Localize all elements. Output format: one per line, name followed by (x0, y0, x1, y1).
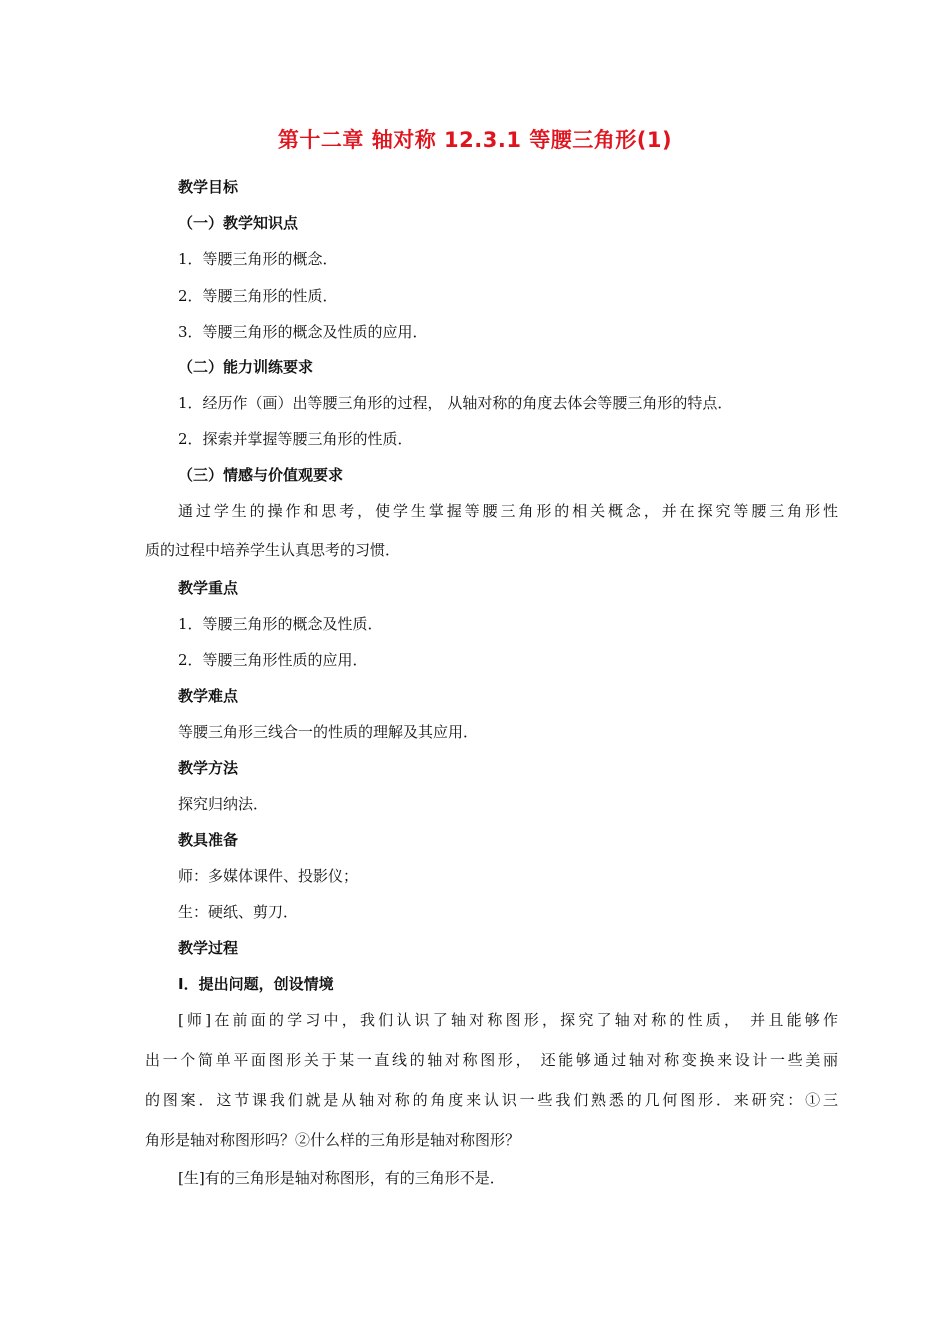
paragraph-line: 角形是轴对称图形吗？②什么样的三角形是轴对称图形？ (145, 1131, 521, 1149)
heading-teaching-method: 教学方法 (178, 759, 239, 777)
subheading-values-requirements: （三）情感与价值观要求 (178, 466, 344, 484)
subheading-section-1: Ⅰ．提出问题，创设情境 (178, 975, 334, 993)
list-item: 2．探索并掌握等腰三角形的性质． (178, 430, 413, 448)
paragraph-line: 等腰三角形三线合一的性质的理解及其应用． (178, 723, 479, 741)
paragraph-line: 通过学生的操作和思考，使学生掌握等腰三角形的相关概念，并在探究等腰三角形性 (178, 502, 838, 520)
heading-difficulties: 教学难点 (178, 687, 239, 705)
paragraph-line: 出一个简单平面图形关于某一直线的轴对称图形， 还能够通过轴对称变换来设计一些美丽 (145, 1051, 838, 1069)
list-item: 2．等腰三角形性质的应用． (178, 651, 368, 669)
paragraph-line: 师：多媒体课件、投影仪； (178, 867, 359, 885)
document-title: 第十二章 轴对称 12.3.1 等腰三角形(1) (277, 128, 673, 152)
list-item: 2．等腰三角形的性质． (178, 287, 338, 305)
paragraph-line: [师]在前面的学习中，我们认识了轴对称图形，探究了轴对称的性质， 并且能够作 (178, 1011, 838, 1029)
heading-teaching-aids: 教具准备 (178, 831, 239, 849)
heading-teaching-objectives: 教学目标 (178, 178, 239, 196)
paragraph-line: 生：硬纸、剪刀． (178, 903, 299, 921)
list-item: 1．经历作（画）出等腰三角形的过程， 从轴对称的角度去体会等腰三角形的特点． (178, 394, 733, 412)
paragraph-line: 质的过程中培养学生认真思考的习惯． (145, 541, 401, 559)
list-item: 1．等腰三角形的概念． (178, 250, 338, 268)
paragraph-line: [生]有的三角形是轴对称图形，有的三角形不是． (178, 1169, 505, 1187)
heading-key-points: 教学重点 (178, 579, 239, 597)
list-item: 3．等腰三角形的概念及性质的应用． (178, 323, 428, 341)
paragraph-line: 探究归纳法． (178, 795, 269, 813)
heading-teaching-process: 教学过程 (178, 939, 239, 957)
paragraph-line: 的图案．这节课我们就是从轴对称的角度来认识一些我们熟悉的几何图形．来研究：①三 (145, 1091, 838, 1109)
subheading-ability-requirements: （二）能力训练要求 (178, 358, 314, 376)
subheading-knowledge-points: （一）教学知识点 (178, 214, 299, 232)
list-item: 1．等腰三角形的概念及性质． (178, 615, 383, 633)
